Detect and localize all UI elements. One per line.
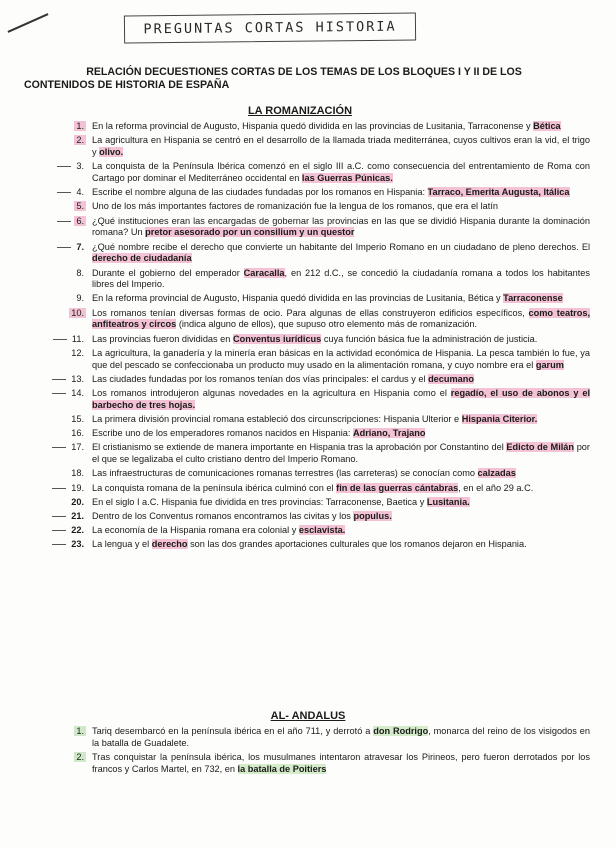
question-item: 18. Las infraestructuras de comunicaciones romanas terrestres (las carreteras) se conocían como calzadas <box>71 468 516 479</box>
document-title-line1: RELACIÓN DECUESTIONES CORTAS DE LOS TEMAS DE LOS BLOQUES I Y II DE LOS <box>86 66 522 78</box>
question-item: 21. Dentro de los Conventus romanos encontramos las civitas y los populus. <box>30 511 590 523</box>
document-title <box>24 66 584 92</box>
question-item: 2. Tras conquistar la península ibérica, los musulmanes intentaron atravesar los Pirineos, pero fueron derrotados por los francos y Carlos Martel, en 732, en la batalla de Poitiers <box>76 751 590 774</box>
question-item: 17. El cristianismo se extiende de manera importante en Hispania tras la aprobación por Constantino del Edicto de Milán por el que se legalizaba el culto cristiano dentro del Imperio Romano. <box>30 442 590 466</box>
question-item: 14. Los romanos introdujeron algunas novedades en la agricultura en Hispania como el regadío, el uso de abonos y el barbecho de tres hojas. <box>30 388 590 412</box>
document-title-line2: CONTENIDOS DE HISTORIA DE ESPAÑA <box>24 79 230 91</box>
question-item: 1. En la reforma provincial de Augusto, Hispania quedó dividida en las provincias de Lusitania, Tarraconense y Bética <box>76 121 561 131</box>
question-item: 7. ¿Qué nombre recibe el derecho que convierte un habitante del Imperio Romano en un ciudadano de pleno derechos. El derecho de ciudadanía <box>30 242 590 266</box>
question-list-andalus <box>30 726 590 778</box>
question-item: 19. La conquista romana de la península ibérica culminó con el fin de las guerras cántabras, en el año 29 a.C. <box>30 483 590 495</box>
question-item: 15. La primera división provincial romana estableció dos circunscripciones: Hispania Ulterior e Hispania Citerior. <box>71 414 538 424</box>
question-item: 6. ¿Qué instituciones eran las encargadas de gobernar las provincias en las que se dividió Hispania durante la dominación romana? Un pretor asesorado por un consilium y un questor <box>30 216 590 240</box>
question-item: 13. Las ciudades fundadas por los romanos tenían dos vías principales: el cardus y el decumano <box>30 374 590 386</box>
pen-stroke-mark <box>7 13 48 33</box>
question-item: 2. La agricultura en Hispania se centró en el desarrollo de la llamada triada mediterránea, cuyos cultivos eran la vid, el trigo y olivo. <box>76 135 590 157</box>
question-item: 20. En el siglo I a.C. Hispania fue dividida en tres provincias: Tarraconense, Baetica y Lusitania. <box>71 496 470 507</box>
question-item: 11. Las provincias fueron divididas en Conventus iurídicus cuya función básica fue la administración de justicia. <box>30 334 590 346</box>
question-list-romanizacion <box>30 121 590 553</box>
question-item: 12. La agricultura, la ganadería y la minería eran básicas en la actividad económica de Hispania. La pesca también lo fue, ya que del pescado se confeccionaba un producto muy usado en la alimentación romana, y cuyo nombre era el garum <box>71 347 590 370</box>
question-item: 16. Escribe uno de los emperadores romanos nacidos en Hispania: Adriano, Trajano <box>71 428 426 439</box>
section-heading-romanizacion: LA ROMANIZACIÓN <box>247 105 353 117</box>
question-item: 5. Uno de los más importantes factores de romanización fue la lengua de los romanos, que era el latín <box>76 201 499 212</box>
question-item: 8. Durante el gobierno del emperador Caracalla, en 212 d.C., se concedió la ciudadanía romana a todos los habitantes libres del Imperio. <box>76 267 590 290</box>
section-heading-andalus: AL- ANDALUS <box>270 710 346 722</box>
question-item: 22. La economía de la Hispania romana era colonial y esclavista. <box>30 525 590 537</box>
question-item: 23. La lengua y el derecho son las dos grandes aportaciones culturales que los romanos dejaron en Hispania. <box>30 539 590 551</box>
handwritten-title: PREGUNTAS CORTAS HISTORIA <box>124 12 416 43</box>
question-item: 4. Escribe el nombre alguna de las ciudades fundadas por los romanos en Hispania: Tarraco, Emerita Augusta, Itálica <box>30 187 590 199</box>
question-item: 9. En la reforma provincial de Augusto, Hispania quedó dividida en las provincias de Lusitania, Bética y Tarraconense <box>76 293 563 304</box>
question-item: 1. Tariq desembarcó en la península ibérica en el año 711, y derrotó a don Rodrigo, monarca del reino de los visigodos en la batalla de Guadalete. <box>76 726 590 748</box>
question-item: 10. Los romanos tenían diversas formas de ocio. Para algunas de ellas construyeron edificios específicos, como teatros, anfiteatros y circos (indica alguno de ellos), que supuso otro elemento más de romanización. <box>71 307 590 330</box>
question-item: 3. La conquista de la Península Ibérica comenzó en el siglo III a.C. como consecuencia del entrentamiento de Roma con Cartago por dominar el Mediterráneo occidental en las Guerras Púnicas. <box>30 161 590 185</box>
